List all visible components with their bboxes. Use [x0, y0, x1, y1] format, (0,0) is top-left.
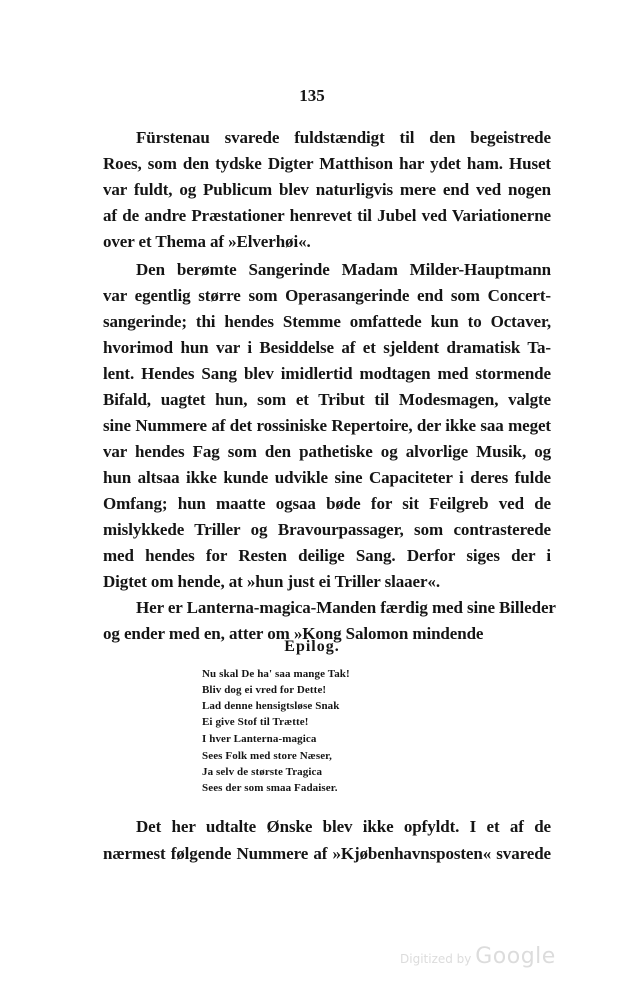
text-line: Her er Lanterna-magica-Manden færdig med sine Billeder — [136, 598, 556, 617]
poem-verse: Ei give Stof til Trætte! — [202, 716, 309, 728]
poem-verse: I hver Lanterna-magica — [202, 733, 317, 745]
text-line: hun altsaa ikke kunde udvikle sine Capaciteter i deres fulde — [103, 468, 551, 487]
poem-verse: Sees der som smaa Fadaiser. — [202, 782, 338, 794]
text-line: sangerinde; thi hendes Stemme omfattede kun to Octaver, — [103, 312, 551, 331]
watermark-brand: Google — [475, 944, 556, 969]
text-line: nærmest følgende Nummere af »Kjøbenhavnsposten« svarede — [103, 844, 551, 863]
poem-verse: Ja selv de største Tragica — [202, 766, 323, 778]
text-line: sine Nummere af det rossiniske Repertoire, der ikke saa meget — [103, 416, 551, 435]
text-line: og ender med en, atter om »Kong Salomon mindende — [103, 624, 484, 643]
digitizer-watermark — [400, 944, 556, 969]
watermark-prefix: Digitized by — [400, 952, 472, 966]
poem-heading: Epilog. — [284, 638, 340, 655]
text-line: med hendes for Resten deilige Sang. Derfor siges der i — [103, 546, 551, 565]
poem-verse: Bliv dog ei vred for Dette! — [202, 684, 327, 696]
text-line: Det her udtalte Ønske blev ikke opfyldt. I et af de — [136, 817, 551, 836]
text-line: Digtet om hende, at »hun just ei Triller slaaer«. — [103, 572, 440, 591]
text-line: af de andre Præstationer henrevet til Jubel ved Variationerne — [103, 206, 551, 225]
poem-verse: Nu skal De ha' saa mange Tak! — [202, 668, 350, 680]
text-line: var fuldt, og Publicum blev naturligvis mere end ved nogen — [103, 180, 551, 199]
text-line: over et Thema af »Elverhøi«. — [103, 232, 311, 251]
text-line: mislykkede Triller og Bravourpassager, som contrasterede — [103, 520, 551, 539]
page-number: 135 — [299, 86, 325, 105]
text-line: lent. Hendes Sang blev imidlertid modtagen med stormende — [103, 364, 551, 383]
text-line: Fürstenau svarede fuldstændigt til den begeistrede — [136, 128, 551, 147]
text-line: var egentlig større som Operasangerinde end som Concert- — [103, 286, 551, 305]
text-line: hvorimod hun var i Besiddelse af et sjeldent dramatisk Ta- — [103, 338, 551, 357]
text-line: Omfang; hun maatte ogsaa bøde for sit Feilgreb ved de — [103, 494, 551, 513]
text-line: Roes, som den tydske Digter Matthison har ydet ham. Huset — [103, 154, 551, 173]
text-line: Den berømte Sangerinde Madam Milder-Hauptmann — [136, 260, 551, 279]
text-line: var hendes Fag som den pathetiske og alvorlige Musik, og — [103, 442, 551, 461]
text-line: Bifald, uagtet hun, som et Tribut til Modesmagen, valgte — [103, 390, 551, 409]
poem-verse: Lad denne hensigtsløse Snak — [202, 700, 340, 712]
poem-verse: Sees Folk med store Næser, — [202, 750, 333, 762]
